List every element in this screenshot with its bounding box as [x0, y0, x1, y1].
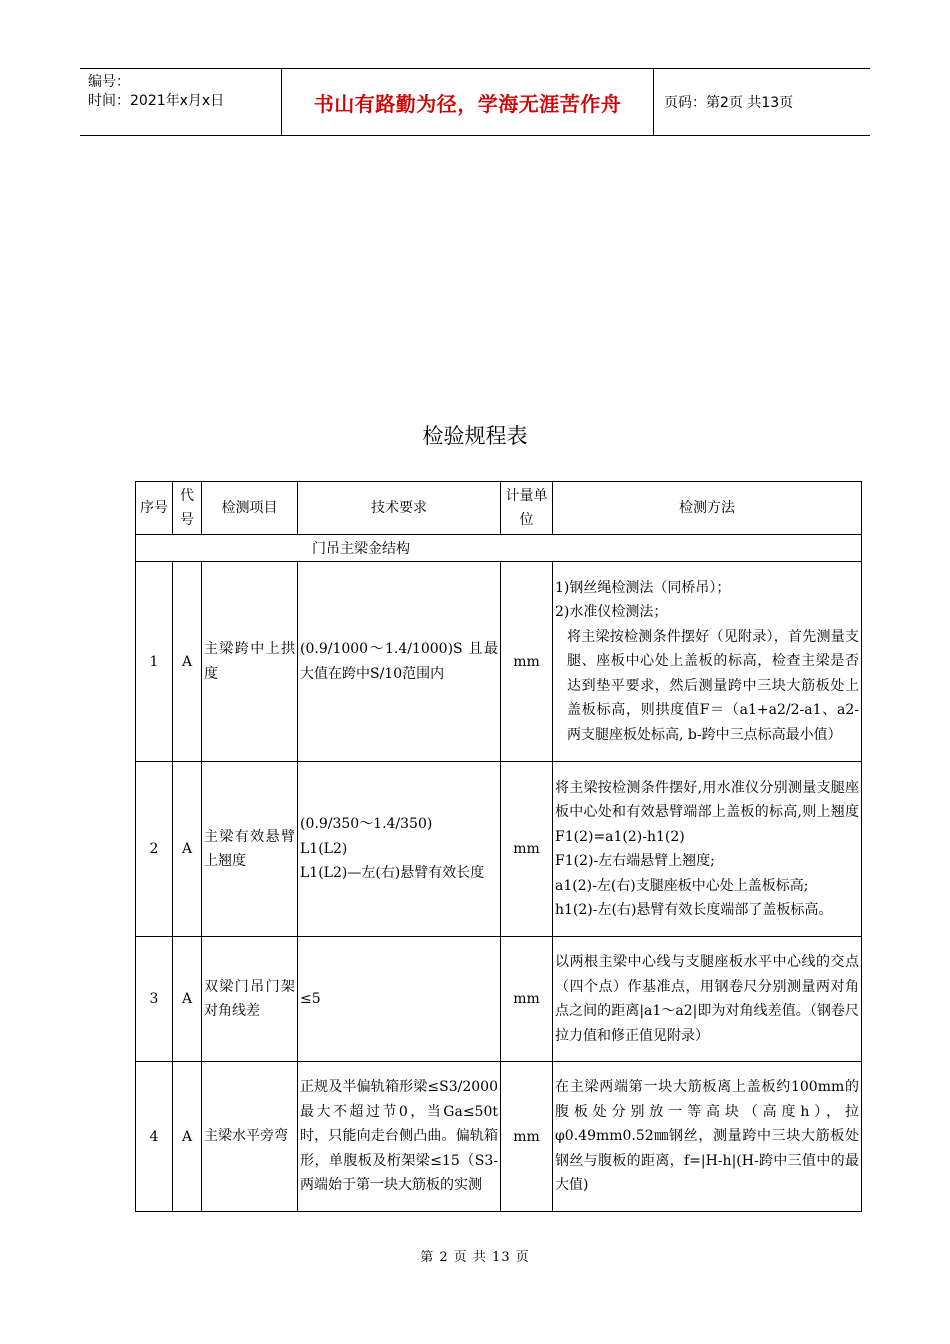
row-method — [553, 1062, 862, 1212]
header-motto: 书山有路勤为径，学海无涯苦作舟 — [282, 69, 654, 135]
row-method — [553, 937, 862, 1062]
row-unit: mm — [501, 562, 553, 762]
method-line: a1(2)-左(右)支腿座板中心处上盖板标高; — [555, 877, 809, 894]
row-item: 主梁跨中上拱度 — [202, 562, 298, 762]
row-no: 1 — [136, 562, 173, 762]
page-header — [80, 68, 870, 136]
row-method — [553, 762, 862, 937]
requirement-line: L1(L2)—左(右)悬臂有效长度 — [300, 865, 485, 882]
header-code: 代号 — [173, 482, 202, 535]
header-item: 检测项目 — [202, 482, 298, 535]
table-header-row — [136, 482, 862, 535]
requirement-line: L1(L2) — [300, 840, 348, 857]
row-requirement — [298, 762, 501, 937]
requirement-line: ≤5 — [300, 990, 321, 1007]
row-no: 3 — [136, 937, 173, 1062]
method-line: 将主梁按检测条件摆好（见附录），首先测量支腿、座板中心处上盖板的标高，检查主梁是否达到垫平要求，然后测量跨中三块大筋板处上盖板标高，则拱度值F＝（a1+a2/2-a1、a2-两支腿座板处标高, b-跨中三点标高最小值） — [567, 628, 859, 743]
method-line: 在主梁两端第一块大筋板离上盖板约100mm的腹板处分别放一等高块（高度h），拉φ0.49mm0.52㎜钢丝，测量跨中三块大筋板处钢丝与腹板的距离，f=|H-h|(H-跨中三值中的最大值) — [555, 1079, 859, 1194]
inspection-table — [135, 481, 862, 1212]
table-row — [136, 762, 862, 937]
requirement-line: (0.9/1000～1.4/1000)S 且最大值在跨中S/10范围内 — [300, 641, 498, 682]
row-requirement — [298, 562, 501, 762]
row-item: 主梁有效悬臂上翘度 — [202, 762, 298, 937]
row-code: A — [173, 1062, 202, 1212]
row-unit: mm — [501, 762, 553, 937]
header-no: 序号 — [136, 482, 173, 535]
section-row — [136, 535, 862, 562]
document-number: 编号： — [88, 74, 130, 90]
row-item: 主梁水平旁弯 — [202, 1062, 298, 1212]
method-line: 1)钢丝绳检测法（同桥吊）； — [555, 579, 731, 596]
method-line: h1(2)-左(右)悬臂有效长度端部了盖板标高。 — [555, 902, 833, 918]
method-line: 2)水准仪检测法； — [555, 604, 668, 621]
row-unit: mm — [501, 937, 553, 1062]
header-page-number: 页码：第2页 共13页 — [664, 95, 794, 111]
method-line: F1(2)-左右端悬臂上翘度; — [555, 853, 715, 869]
row-requirement — [298, 1062, 501, 1212]
page-footer: 第 2 页 共 13 页 — [420, 1250, 530, 1265]
document-title: 检验规程表 — [422, 424, 528, 448]
table-row — [136, 562, 862, 762]
row-no: 4 — [136, 1062, 173, 1212]
requirement-line: (0.9/350～1.4/350) — [300, 816, 433, 833]
row-method — [553, 562, 862, 762]
header-meta — [80, 69, 282, 135]
table-row — [136, 1062, 862, 1212]
method-line: 将主梁按检测条件摆好,用水准仪分别测量支腿座板中心处和有效悬臂端部上盖板的标高,则上翘度F1(2)=a1(2)-h1(2) — [555, 779, 859, 845]
header-unit: 计量单位 — [501, 482, 553, 535]
row-item: 双梁门吊门架对角线差 — [202, 937, 298, 1062]
requirement-line: 正规及半偏轨箱形梁≤S3/2000最大不超过节0，当Ga≤50t时，只能向走台侧凸曲。偏轨箱形，单腹板及桁架梁≤15（S3-两端始于第一块大筋板的实测 — [300, 1079, 498, 1194]
method-line: 以两根主梁中心线与支腿座板水平中心线的交点（四个点）作基准点，用钢卷尺分别测量两对角点之间的距离|a1～a2|即为对角线差值。（钢卷尺拉力值和修正值见附录） — [555, 954, 859, 1044]
row-code: A — [173, 762, 202, 937]
row-code: A — [173, 937, 202, 1062]
header-method: 检测方法 — [553, 482, 862, 535]
section-title: 门吊主梁金结构 — [136, 535, 862, 562]
table-row — [136, 937, 862, 1062]
row-no: 2 — [136, 762, 173, 937]
row-unit: mm — [501, 1062, 553, 1212]
row-requirement — [298, 937, 501, 1062]
document-time: 时间：2021年x月x日 — [88, 93, 225, 109]
header-requirement: 技术要求 — [298, 482, 501, 535]
row-code: A — [173, 562, 202, 762]
